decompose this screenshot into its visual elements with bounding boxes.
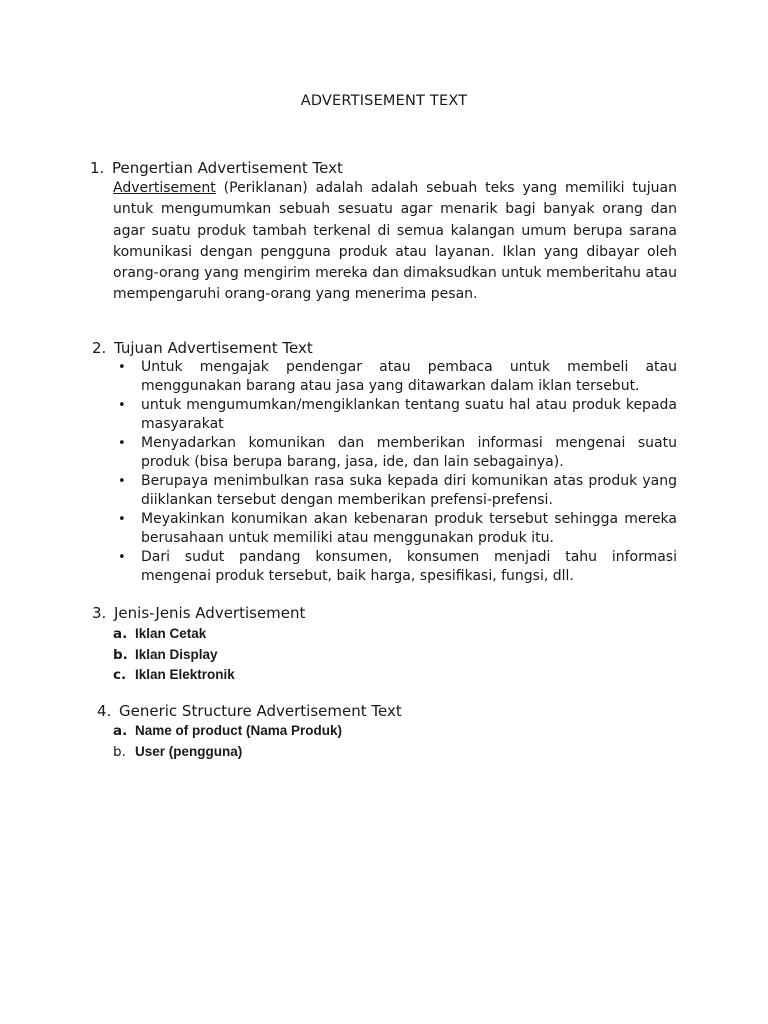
paragraph-text: (Periklanan) adalah adalah sebuah teks yang memiliki tujuan untuk mengumumkan sebuah sesuatu agar menarik bagi banyak orang dan agar suatu produk tambah terkenal di semua kalangan umum berupa sarana komunikasi dengan pengguna produk atau layanan. Iklan yang dibayar oleh orang-orang yang mengirim mereka dan dimaksudkan untuk memberitahu atau mempengaruhi orang-orang yang menerima pesan. (113, 180, 677, 303)
section-title: Tujuan Advertisement Text (114, 339, 313, 357)
list-item (118, 472, 677, 510)
list-letter: b. (113, 646, 128, 663)
section-number: 3. (92, 604, 107, 622)
list-item-text: untuk mengumumkan/mengiklankan tentang suatu hal atau produk kepada masyarakat (141, 397, 677, 432)
list-item-text: Dari sudut pandang konsumen, konsumen menjadi tahu informasi mengenai produk tersebut, baik harga, spesifikasi, fungsi, dll. (141, 549, 677, 584)
section-3-heading (92, 604, 305, 622)
list-item (118, 434, 677, 472)
list-item-text: Untuk mengajak pendengar atau pembaca untuk membeli atau menggunakan barang atau jasa yang ditawarkan dalam iklan tersebut. (141, 359, 677, 394)
section-number: 1. (90, 159, 105, 177)
section-2-bullet-list (118, 358, 677, 586)
list-item-text: Name of product (Nama Produk) (135, 723, 343, 738)
list-letter: a. (113, 626, 128, 642)
list-item-text: Meyakinkan konumikan akan kebenaran produk tersebut sehingga mereka berusahaan untuk memiliki atau menggunakan produk itu. (141, 511, 677, 546)
section-2-heading (92, 339, 313, 357)
list-item-text: User (pengguna) (135, 743, 243, 759)
list-item-text: Iklan Display (135, 646, 218, 662)
list-item (118, 358, 677, 396)
list-item-text: Menyadarkan komunikan dan memberikan informasi mengenai suatu produk (bisa berupa barang, jasa, ide, dan lain sebagainya). (141, 435, 677, 470)
section-number: 2. (92, 339, 107, 357)
section-1-heading (90, 159, 343, 177)
list-item (118, 510, 677, 548)
list-item-text: Iklan Elektronik (135, 667, 235, 682)
list-item-text: Berupaya menimbulkan rasa suka kepada diri komunikan atas produk yang diiklankan tersebut dengan memberikan prefensi-prefensi. (141, 473, 677, 508)
section-number: 4. (97, 702, 112, 720)
underlined-term: Advertisement (113, 180, 216, 196)
section-title: Pengertian Advertisement Text (112, 159, 343, 177)
list-item (113, 645, 235, 666)
list-item (113, 721, 342, 742)
bullet-icon: • (118, 474, 126, 489)
list-item (113, 665, 235, 686)
bullet-icon: • (118, 360, 126, 375)
section-4-heading (97, 702, 402, 720)
list-letter: a. (113, 723, 128, 739)
bullet-icon: • (118, 512, 126, 527)
list-item (113, 624, 235, 645)
section-title: Generic Structure Advertisement Text (119, 702, 402, 720)
bullet-icon: • (118, 550, 126, 565)
list-item (118, 548, 677, 586)
list-item (118, 396, 677, 434)
section-1-paragraph (113, 178, 677, 306)
list-item-text: Iklan Cetak (135, 626, 207, 641)
section-title: Jenis-Jenis Advertisement (114, 604, 306, 622)
document-title: ADVERTISEMENT TEXT (300, 93, 468, 109)
section-3-list (113, 624, 235, 686)
list-letter: b. (113, 743, 126, 760)
list-letter: c. (113, 667, 127, 683)
bullet-icon: • (118, 436, 126, 451)
bullet-icon: • (118, 398, 126, 413)
list-item (113, 742, 342, 763)
section-4-list (113, 721, 342, 762)
